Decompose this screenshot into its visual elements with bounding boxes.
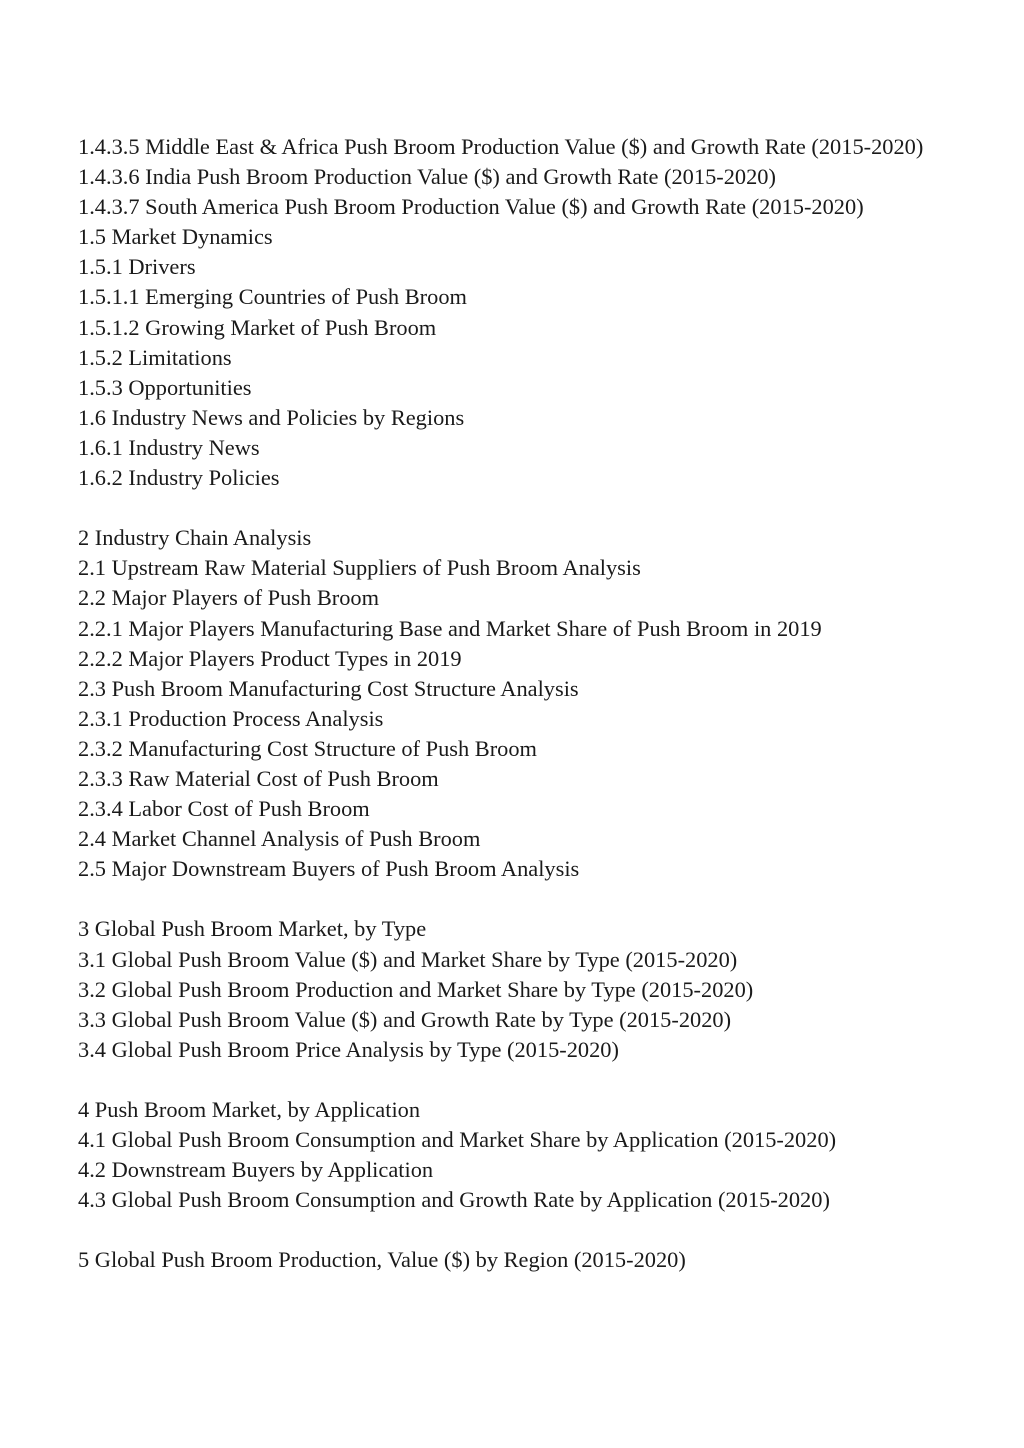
toc-entry-2-3-3: 2.3.3 Raw Material Cost of Push Broom — [78, 765, 439, 791]
toc-entry-1-5-1-2: 1.5.1.2 Growing Market of Push Broom — [78, 314, 437, 340]
toc-entry-2-3-1: 2.3.1 Production Process Analysis — [78, 705, 384, 731]
toc-entry-1-5-3: 1.5.3 Opportunities — [78, 374, 252, 400]
toc-entry-4-3: 4.3 Global Push Broom Consumption and Growth Rate by Application (2015-2020) — [78, 1187, 830, 1213]
toc-entry-1-4-3-7: 1.4.3.7 South America Push Broom Production Value ($) and Growth Rate (2015-2020) — [78, 194, 864, 220]
toc-section-1-continued — [78, 132, 958, 493]
section-spacer — [78, 1215, 958, 1245]
toc-entry-1-5-1: 1.5.1 Drivers — [78, 254, 196, 280]
toc-entry-4-1: 4.1 Global Push Broom Consumption and Market Share by Application (2015-2020) — [78, 1127, 837, 1153]
toc-entry-2-3-2: 2.3.2 Manufacturing Cost Structure of Push Broom — [78, 735, 537, 761]
table-of-contents — [78, 132, 958, 1276]
toc-entry-2-3: 2.3 Push Broom Manufacturing Cost Structure Analysis — [78, 675, 579, 701]
toc-entry-5: 5 Global Push Broom Production, Value ($) by Region (2015-2020) — [78, 1247, 686, 1273]
toc-entry-3-4: 3.4 Global Push Broom Price Analysis by Type (2015-2020) — [78, 1036, 619, 1062]
toc-entry-3-1: 3.1 Global Push Broom Value ($) and Market Share by Type (2015-2020) — [78, 946, 738, 972]
toc-entry-3-3: 3.3 Global Push Broom Value ($) and Growth Rate by Type (2015-2020) — [78, 1006, 732, 1032]
section-spacer — [78, 1065, 958, 1095]
toc-entry-3-2: 3.2 Global Push Broom Production and Market Share by Type (2015-2020) — [78, 976, 754, 1002]
toc-entry-1-5-2: 1.5.2 Limitations — [78, 344, 232, 370]
toc-entry-1-6-1: 1.6.1 Industry News — [78, 434, 260, 460]
toc-entry-1-4-3-5: 1.4.3.5 Middle East & Africa Push Broom Production Value ($) and Growth Rate (2015-2020) — [78, 134, 924, 159]
toc-entry-2-1: 2.1 Upstream Raw Material Suppliers of Push Broom Analysis — [78, 555, 641, 581]
toc-entry-2-3-4: 2.3.4 Labor Cost of Push Broom — [78, 796, 370, 822]
toc-entry-1-6: 1.6 Industry News and Policies by Regions — [78, 404, 465, 430]
toc-section-3 — [78, 914, 958, 1064]
toc-entry-1-6-2: 1.6.2 Industry Policies — [78, 465, 280, 491]
toc-entry-1-5-1-1: 1.5.1.1 Emerging Countries of Push Broom — [78, 284, 467, 310]
toc-section-4 — [78, 1095, 958, 1215]
toc-entry-2-4: 2.4 Market Channel Analysis of Push Broom — [78, 826, 481, 852]
toc-entry-4: 4 Push Broom Market, by Application — [78, 1097, 421, 1122]
section-spacer — [78, 884, 958, 914]
toc-entry-1-4-3-6: 1.4.3.6 India Push Broom Production Value ($) and Growth Rate (2015-2020) — [78, 164, 776, 190]
toc-section-2 — [78, 523, 958, 884]
toc-entry-1-5: 1.5 Market Dynamics — [78, 224, 273, 250]
section-spacer — [78, 493, 958, 523]
toc-entry-2-2: 2.2 Major Players of Push Broom — [78, 585, 380, 611]
toc-entry-2-5: 2.5 Major Downstream Buyers of Push Broom Analysis — [78, 856, 580, 882]
toc-entry-2-2-1: 2.2.1 Major Players Manufacturing Base and Market Share of Push Broom in 2019 — [78, 615, 822, 641]
toc-entry-3: 3 Global Push Broom Market, by Type — [78, 916, 427, 942]
toc-entry-2-2-2: 2.2.2 Major Players Product Types in 2019 — [78, 645, 462, 671]
toc-entry-2: 2 Industry Chain Analysis — [78, 525, 312, 551]
toc-entry-4-2: 4.2 Downstream Buyers by Application — [78, 1157, 434, 1183]
toc-section-5 — [78, 1245, 958, 1275]
